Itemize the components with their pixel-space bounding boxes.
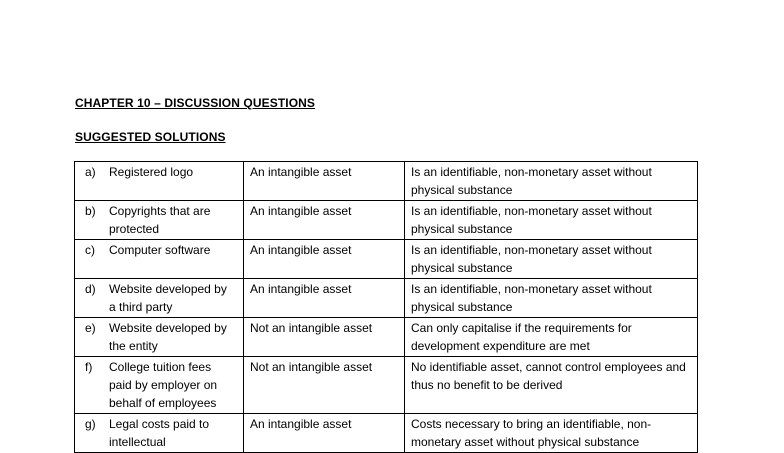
explanation-cell: No identifiable asset, cannot control employees and thus no benefit to be derived: [405, 357, 698, 414]
classification-cell: An intangible asset: [244, 201, 405, 240]
solutions-subheading: SUGGESTED SOLUTIONS: [75, 130, 226, 144]
chapter-heading: CHAPTER 10 – DISCUSSION QUESTIONS: [75, 96, 316, 110]
table-row: [75, 414, 698, 453]
table-row: [75, 240, 698, 279]
item-cell: [75, 162, 244, 201]
row-letter: e): [85, 321, 96, 335]
explanation-cell: Is an identifiable, non-monetary asset without physical substance: [405, 240, 698, 279]
table-row: [75, 279, 698, 318]
item-cell: [75, 240, 244, 279]
item-cell: [75, 318, 244, 357]
explanation-cell: Can only capitalise if the requirements for development expenditure are met: [405, 318, 698, 357]
classification-cell: Not an intangible asset: [244, 357, 405, 414]
item-name: Website developed by the entity: [109, 321, 227, 353]
row-letter: d): [85, 282, 96, 296]
classification-cell: An intangible asset: [244, 162, 405, 201]
item-name: Computer software: [109, 243, 211, 257]
item-name: Legal costs paid to intellectual: [109, 417, 210, 449]
explanation-cell: Is an identifiable, non-monetary asset without physical substance: [405, 162, 698, 201]
item-cell: [75, 201, 244, 240]
item-name: Copyrights that are protected: [109, 204, 211, 236]
item-cell: [75, 279, 244, 318]
table-row: [75, 318, 698, 357]
explanation-cell: Costs necessary to bring an identifiable, non-monetary asset without physical substance: [405, 414, 698, 453]
item-name: Website developed by a third party: [109, 282, 227, 314]
table-row: [75, 357, 698, 414]
table-row: [75, 201, 698, 240]
explanation-cell: Is an identifiable, non-monetary asset without physical substance: [405, 279, 698, 318]
item-cell: [75, 414, 244, 453]
row-letter: g): [85, 417, 96, 431]
solutions-table: [74, 161, 698, 453]
item-name: College tuition fees paid by employer on behalf of employees: [109, 360, 218, 410]
row-letter: c): [85, 243, 95, 257]
table-row: [75, 162, 698, 201]
row-letter: b): [85, 204, 96, 218]
classification-cell: Not an intangible asset: [244, 318, 405, 357]
row-letter: f): [85, 360, 93, 374]
explanation-cell: Is an identifiable, non-monetary asset without physical substance: [405, 201, 698, 240]
item-cell: [75, 357, 244, 414]
classification-cell: An intangible asset: [244, 414, 405, 453]
item-name: Registered logo: [109, 165, 194, 179]
classification-cell: An intangible asset: [244, 240, 405, 279]
row-letter: a): [85, 165, 96, 179]
classification-cell: An intangible asset: [244, 279, 405, 318]
